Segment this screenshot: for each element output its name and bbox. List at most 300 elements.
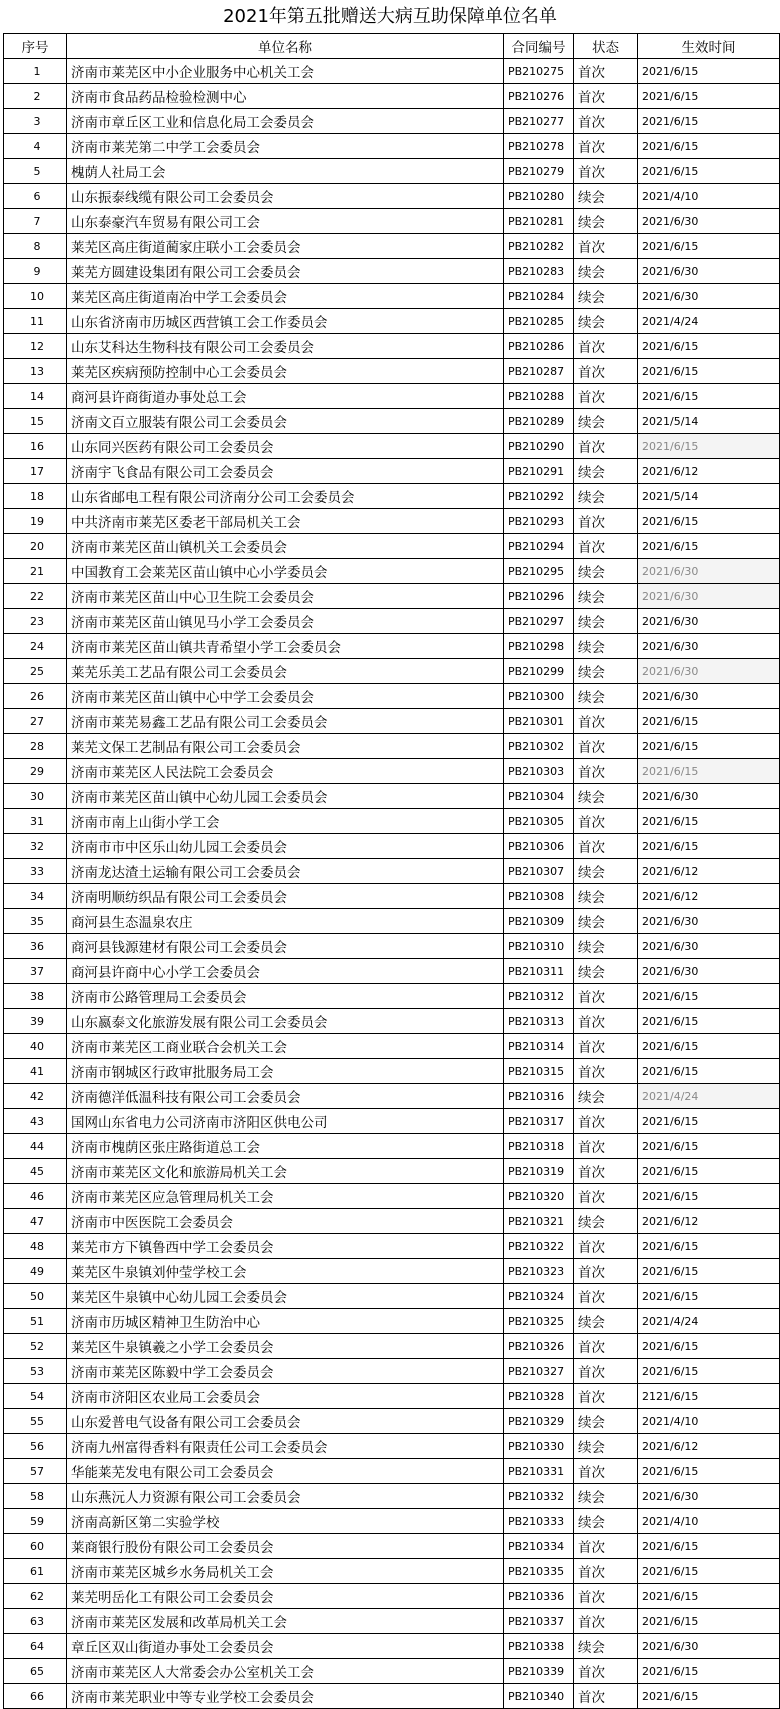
cell-contract-code: PB210335: [504, 1559, 574, 1584]
cell-no: 27: [4, 709, 67, 734]
cell-contract-code: PB210328: [504, 1384, 574, 1409]
table-row: [4, 1159, 780, 1184]
cell-unit-name: 山东振泰线缆有限公司工会委员会: [67, 184, 504, 209]
cell-effective-date: 2021/6/15: [638, 759, 780, 784]
cell-effective-date: 2021/6/15: [638, 84, 780, 109]
cell-contract-code: PB210297: [504, 609, 574, 634]
table-row: [4, 1384, 780, 1409]
table-row: [4, 109, 780, 134]
cell-no: 54: [4, 1384, 67, 1409]
cell-status: 续会: [574, 609, 638, 634]
cell-status: 首次: [574, 1159, 638, 1184]
cell-no: 39: [4, 1009, 67, 1034]
cell-effective-date: 2021/6/12: [638, 884, 780, 909]
cell-unit-name: 济南明顺纺织品有限公司工会委员会: [67, 884, 504, 909]
cell-effective-date: 2021/4/24: [638, 1084, 780, 1109]
cell-no: 11: [4, 309, 67, 334]
cell-effective-date: 2021/6/15: [638, 159, 780, 184]
cell-status: 首次: [574, 59, 638, 84]
table-row: [4, 284, 780, 309]
cell-no: 64: [4, 1634, 67, 1659]
cell-unit-name: 商河县生态温泉农庄: [67, 909, 504, 934]
cell-unit-name: 莱芜方圆建设集团有限公司工会委员会: [67, 259, 504, 284]
cell-no: 50: [4, 1284, 67, 1309]
cell-status: 首次: [574, 1034, 638, 1059]
table-row: [4, 1109, 780, 1134]
cell-no: 61: [4, 1559, 67, 1584]
cell-no: 43: [4, 1109, 67, 1134]
cell-no: 19: [4, 509, 67, 534]
cell-contract-code: PB210278: [504, 134, 574, 159]
cell-effective-date: 2021/4/10: [638, 1509, 780, 1534]
unit-list-table: [3, 33, 780, 1709]
cell-status: 续会: [574, 1409, 638, 1434]
cell-unit-name: 莱芜区牛泉镇羲之小学工会委员会: [67, 1334, 504, 1359]
cell-effective-date: 2021/6/30: [638, 934, 780, 959]
cell-unit-name: 商河县许商街道办事处总工会: [67, 384, 504, 409]
cell-unit-name: 济南市历城区精神卫生防治中心: [67, 1309, 504, 1334]
table-row: [4, 384, 780, 409]
cell-no: 57: [4, 1459, 67, 1484]
header-date: 生效时间: [638, 34, 780, 59]
cell-unit-name: 商河县许商中心小学工会委员会: [67, 959, 504, 984]
header-code: 合同编号: [504, 34, 574, 59]
cell-status: 首次: [574, 1584, 638, 1609]
cell-contract-code: PB210298: [504, 634, 574, 659]
cell-effective-date: 2021/6/15: [638, 834, 780, 859]
cell-contract-code: PB210314: [504, 1034, 574, 1059]
cell-status: 续会: [574, 409, 638, 434]
cell-status: 首次: [574, 234, 638, 259]
cell-unit-name: 济南市莱芜区苗山镇见马小学工会委员会: [67, 609, 504, 634]
cell-status: 首次: [574, 509, 638, 534]
cell-status: 首次: [574, 984, 638, 1009]
cell-effective-date: 2021/5/14: [638, 409, 780, 434]
cell-status: 首次: [574, 384, 638, 409]
cell-unit-name: 济南市食品药品检验检测中心: [67, 84, 504, 109]
cell-status: 首次: [574, 134, 638, 159]
cell-unit-name: 章丘区双山街道办事处工会委员会: [67, 1634, 504, 1659]
cell-status: 续会: [574, 1509, 638, 1534]
cell-unit-name: 济南市莱芜区苗山镇共青希望小学工会委员会: [67, 634, 504, 659]
cell-unit-name: 山东艾科达生物科技有限公司工会委员会: [67, 334, 504, 359]
cell-unit-name: 济南市济阳区农业局工会委员会: [67, 1384, 504, 1409]
cell-contract-code: PB210301: [504, 709, 574, 734]
cell-status: 续会: [574, 659, 638, 684]
table-row: [4, 484, 780, 509]
cell-unit-name: 莱芜区牛泉镇中心幼儿园工会委员会: [67, 1284, 504, 1309]
cell-status: 首次: [574, 709, 638, 734]
cell-unit-name: 山东爱普电气设备有限公司工会委员会: [67, 1409, 504, 1434]
cell-no: 9: [4, 259, 67, 284]
cell-status: 首次: [574, 1384, 638, 1409]
table-row: [4, 1209, 780, 1234]
cell-status: 首次: [574, 1459, 638, 1484]
cell-contract-code: PB210279: [504, 159, 574, 184]
cell-unit-name: 莱芜市方下镇鲁西中学工会委员会: [67, 1234, 504, 1259]
cell-no: 45: [4, 1159, 67, 1184]
table-row: [4, 84, 780, 109]
table-row: [4, 659, 780, 684]
cell-effective-date: 2021/6/15: [638, 709, 780, 734]
cell-status: 续会: [574, 1634, 638, 1659]
cell-unit-name: 莱芜区疾病预防控制中心工会委员会: [67, 359, 504, 384]
cell-unit-name: 济南高新区第二实验学校: [67, 1509, 504, 1534]
cell-contract-code: PB210327: [504, 1359, 574, 1384]
cell-status: 续会: [574, 959, 638, 984]
cell-unit-name: 中国教育工会莱芜区苗山镇中心小学委员会: [67, 559, 504, 584]
cell-no: 17: [4, 459, 67, 484]
cell-contract-code: PB210291: [504, 459, 574, 484]
cell-effective-date: 2021/6/15: [638, 134, 780, 159]
cell-effective-date: 2021/6/15: [638, 1359, 780, 1384]
cell-contract-code: PB210330: [504, 1434, 574, 1459]
cell-unit-name: 济南市中医医院工会委员会: [67, 1209, 504, 1234]
cell-status: 续会: [574, 1484, 638, 1509]
cell-unit-name: 济南市莱芜区应急管理局机关工会: [67, 1184, 504, 1209]
cell-unit-name: 莱芜明岳化工有限公司工会委员会: [67, 1584, 504, 1609]
cell-status: 续会: [574, 584, 638, 609]
cell-contract-code: PB210276: [504, 84, 574, 109]
table-body: [4, 59, 780, 1709]
cell-contract-code: PB210282: [504, 234, 574, 259]
cell-contract-code: PB210307: [504, 859, 574, 884]
table-row: [4, 434, 780, 459]
cell-status: 首次: [574, 84, 638, 109]
cell-status: 续会: [574, 1434, 638, 1459]
cell-effective-date: 2021/6/15: [638, 109, 780, 134]
cell-no: 29: [4, 759, 67, 784]
cell-contract-code: PB210313: [504, 1009, 574, 1034]
cell-no: 5: [4, 159, 67, 184]
cell-unit-name: 中共济南市莱芜区委老干部局机关工会: [67, 509, 504, 534]
table-row: [4, 1434, 780, 1459]
cell-no: 63: [4, 1609, 67, 1634]
cell-unit-name: 济南市市中区乐山幼儿园工会委员会: [67, 834, 504, 859]
table-row: [4, 159, 780, 184]
cell-contract-code: PB210337: [504, 1609, 574, 1634]
cell-status: 首次: [574, 1334, 638, 1359]
cell-effective-date: 2021/6/15: [638, 1334, 780, 1359]
cell-contract-code: PB210300: [504, 684, 574, 709]
cell-unit-name: 华能莱芜发电有限公司工会委员会: [67, 1459, 504, 1484]
cell-contract-code: PB210302: [504, 734, 574, 759]
cell-no: 31: [4, 809, 67, 834]
cell-unit-name: 济南市莱芜职业中等专业学校工会委员会: [67, 1684, 504, 1709]
cell-unit-name: 山东嬴泰文化旅游发展有限公司工会委员会: [67, 1009, 504, 1034]
cell-effective-date: 2021/6/15: [638, 1109, 780, 1134]
cell-no: 18: [4, 484, 67, 509]
cell-no: 22: [4, 584, 67, 609]
table-row: [4, 1509, 780, 1534]
cell-unit-name: 济南文百立服装有限公司工会委员会: [67, 409, 504, 434]
cell-contract-code: PB210339: [504, 1659, 574, 1684]
cell-contract-code: PB210316: [504, 1084, 574, 1109]
cell-effective-date: 2021/6/15: [638, 59, 780, 84]
cell-unit-name: 济南市南上山街小学工会: [67, 809, 504, 834]
cell-no: 23: [4, 609, 67, 634]
cell-status: 首次: [574, 809, 638, 834]
cell-no: 4: [4, 134, 67, 159]
cell-contract-code: PB210332: [504, 1484, 574, 1509]
cell-status: 首次: [574, 334, 638, 359]
cell-contract-code: PB210326: [504, 1334, 574, 1359]
cell-effective-date: 2021/6/15: [638, 984, 780, 1009]
cell-contract-code: PB210334: [504, 1534, 574, 1559]
cell-no: 42: [4, 1084, 67, 1109]
cell-contract-code: PB210321: [504, 1209, 574, 1234]
cell-no: 21: [4, 559, 67, 584]
table-row: [4, 1534, 780, 1559]
cell-unit-name: 济南九州富得香料有限责任公司工会委员会: [67, 1434, 504, 1459]
cell-effective-date: 2021/4/10: [638, 1409, 780, 1434]
cell-unit-name: 济南市莱芜区苗山镇机关工会委员会: [67, 534, 504, 559]
cell-status: 续会: [574, 784, 638, 809]
cell-status: 首次: [574, 1109, 638, 1134]
cell-contract-code: PB210333: [504, 1509, 574, 1534]
table-row: [4, 1409, 780, 1434]
table-row: [4, 1609, 780, 1634]
cell-effective-date: 2021/6/30: [638, 259, 780, 284]
cell-status: 续会: [574, 209, 638, 234]
cell-contract-code: PB210306: [504, 834, 574, 859]
table-row: [4, 1459, 780, 1484]
cell-contract-code: PB210322: [504, 1234, 574, 1259]
cell-contract-code: PB210329: [504, 1409, 574, 1434]
cell-no: 58: [4, 1484, 67, 1509]
cell-effective-date: 2021/6/15: [638, 1659, 780, 1684]
table-row: [4, 1484, 780, 1509]
cell-status: 续会: [574, 1309, 638, 1334]
table-row: [4, 734, 780, 759]
table-row: [4, 1234, 780, 1259]
cell-unit-name: 莱芜乐美工艺品有限公司工会委员会: [67, 659, 504, 684]
cell-no: 35: [4, 909, 67, 934]
cell-no: 34: [4, 884, 67, 909]
cell-no: 32: [4, 834, 67, 859]
cell-unit-name: 济南市槐荫区张庄路街道总工会: [67, 1134, 504, 1159]
cell-contract-code: PB210323: [504, 1259, 574, 1284]
cell-contract-code: PB210288: [504, 384, 574, 409]
cell-status: 首次: [574, 434, 638, 459]
cell-contract-code: PB210325: [504, 1309, 574, 1334]
cell-no: 12: [4, 334, 67, 359]
cell-status: 首次: [574, 1659, 638, 1684]
table-row: [4, 1684, 780, 1709]
cell-no: 53: [4, 1359, 67, 1384]
cell-status: 首次: [574, 109, 638, 134]
cell-effective-date: 2021/4/10: [638, 184, 780, 209]
cell-no: 59: [4, 1509, 67, 1534]
cell-effective-date: 2021/6/15: [638, 1684, 780, 1709]
cell-status: 首次: [574, 1609, 638, 1634]
cell-unit-name: 济南市莱芜第二中学工会委员会: [67, 134, 504, 159]
cell-status: 首次: [574, 1559, 638, 1584]
cell-effective-date: 2021/6/15: [638, 1284, 780, 1309]
cell-no: 56: [4, 1434, 67, 1459]
cell-contract-code: PB210311: [504, 959, 574, 984]
cell-status: 首次: [574, 534, 638, 559]
cell-effective-date: 2021/6/15: [638, 1159, 780, 1184]
cell-effective-date: 2021/6/15: [638, 1009, 780, 1034]
cell-no: 62: [4, 1584, 67, 1609]
cell-effective-date: 2021/6/30: [638, 909, 780, 934]
cell-no: 14: [4, 384, 67, 409]
cell-status: 首次: [574, 359, 638, 384]
table-row: [4, 459, 780, 484]
cell-unit-name: 莱芜区高庄街道蔺家庄联小工会委员会: [67, 234, 504, 259]
cell-contract-code: PB210295: [504, 559, 574, 584]
cell-unit-name: 济南市莱芜区苗山镇中心幼儿园工会委员会: [67, 784, 504, 809]
cell-status: 首次: [574, 1684, 638, 1709]
cell-contract-code: PB210303: [504, 759, 574, 784]
table-row: [4, 959, 780, 984]
cell-contract-code: PB210310: [504, 934, 574, 959]
cell-effective-date: 2021/6/30: [638, 1484, 780, 1509]
cell-status: 首次: [574, 159, 638, 184]
cell-unit-name: 济南市莱芜区发展和改革局机关工会: [67, 1609, 504, 1634]
header-row: [4, 34, 780, 59]
cell-contract-code: PB210292: [504, 484, 574, 509]
cell-unit-name: 槐荫人社局工会: [67, 159, 504, 184]
cell-no: 3: [4, 109, 67, 134]
cell-effective-date: 2021/6/30: [638, 659, 780, 684]
cell-effective-date: 2021/6/15: [638, 1459, 780, 1484]
cell-no: 28: [4, 734, 67, 759]
cell-contract-code: PB210286: [504, 334, 574, 359]
cell-effective-date: 2021/6/15: [638, 1234, 780, 1259]
cell-effective-date: 2021/6/12: [638, 859, 780, 884]
table-row: [4, 1034, 780, 1059]
cell-no: 33: [4, 859, 67, 884]
cell-status: 首次: [574, 734, 638, 759]
cell-effective-date: 2021/6/12: [638, 1209, 780, 1234]
cell-unit-name: 山东省济南市历城区西营镇工会工作委员会: [67, 309, 504, 334]
cell-effective-date: 2021/6/15: [638, 1534, 780, 1559]
cell-contract-code: PB210293: [504, 509, 574, 534]
table-row: [4, 684, 780, 709]
cell-no: 2: [4, 84, 67, 109]
cell-effective-date: 2021/6/30: [638, 684, 780, 709]
cell-status: 续会: [574, 284, 638, 309]
cell-effective-date: 2021/6/15: [638, 1184, 780, 1209]
cell-status: 首次: [574, 1059, 638, 1084]
table-row: [4, 834, 780, 859]
table-row: [4, 134, 780, 159]
table-row: [4, 984, 780, 1009]
cell-status: 续会: [574, 1209, 638, 1234]
cell-unit-name: 山东同兴医药有限公司工会委员会: [67, 434, 504, 459]
cell-contract-code: PB210324: [504, 1284, 574, 1309]
cell-effective-date: 2021/6/15: [638, 734, 780, 759]
cell-effective-date: 2021/6/15: [638, 1134, 780, 1159]
cell-no: 30: [4, 784, 67, 809]
cell-status: 续会: [574, 459, 638, 484]
cell-status: 首次: [574, 834, 638, 859]
cell-effective-date: 2021/6/15: [638, 509, 780, 534]
cell-effective-date: 2021/6/15: [638, 809, 780, 834]
cell-status: 续会: [574, 934, 638, 959]
cell-contract-code: PB210309: [504, 909, 574, 934]
cell-no: 44: [4, 1134, 67, 1159]
cell-unit-name: 商河县钱源建材有限公司工会委员会: [67, 934, 504, 959]
table-row: [4, 1009, 780, 1034]
header-name: 单位名称: [67, 34, 504, 59]
cell-contract-code: PB210305: [504, 809, 574, 834]
cell-contract-code: PB210285: [504, 309, 574, 334]
cell-no: 24: [4, 634, 67, 659]
cell-no: 16: [4, 434, 67, 459]
table-row: [4, 1559, 780, 1584]
cell-effective-date: 2021/6/12: [638, 459, 780, 484]
cell-no: 66: [4, 1684, 67, 1709]
cell-status: 续会: [574, 259, 638, 284]
cell-effective-date: 2021/6/15: [638, 1034, 780, 1059]
cell-contract-code: PB210312: [504, 984, 574, 1009]
cell-no: 25: [4, 659, 67, 684]
cell-contract-code: PB210331: [504, 1459, 574, 1484]
cell-no: 40: [4, 1034, 67, 1059]
cell-effective-date: 2021/6/15: [638, 1559, 780, 1584]
cell-no: 20: [4, 534, 67, 559]
table-row: [4, 1084, 780, 1109]
cell-status: 首次: [574, 1184, 638, 1209]
cell-effective-date: 2021/6/30: [638, 959, 780, 984]
cell-contract-code: PB210283: [504, 259, 574, 284]
cell-unit-name: 山东泰豪汽车贸易有限公司工会: [67, 209, 504, 234]
cell-no: 6: [4, 184, 67, 209]
cell-unit-name: 济南市莱芜区工商业联合会机关工会: [67, 1034, 504, 1059]
cell-no: 10: [4, 284, 67, 309]
cell-status: 首次: [574, 1234, 638, 1259]
table-row: [4, 784, 780, 809]
cell-no: 46: [4, 1184, 67, 1209]
cell-no: 1: [4, 59, 67, 84]
cell-unit-name: 济南市莱芜区城乡水务局机关工会: [67, 1559, 504, 1584]
cell-contract-code: PB210308: [504, 884, 574, 909]
cell-status: 续会: [574, 309, 638, 334]
cell-contract-code: PB210281: [504, 209, 574, 234]
cell-status: 续会: [574, 684, 638, 709]
cell-no: 49: [4, 1259, 67, 1284]
table-row: [4, 334, 780, 359]
cell-effective-date: 2021/6/15: [638, 234, 780, 259]
table-row: [4, 1309, 780, 1334]
cell-status: 续会: [574, 184, 638, 209]
cell-effective-date: 2021/6/30: [638, 559, 780, 584]
table-row: [4, 309, 780, 334]
cell-contract-code: PB210289: [504, 409, 574, 434]
table-row: [4, 1184, 780, 1209]
cell-effective-date: 2021/6/15: [638, 1584, 780, 1609]
cell-unit-name: 济南市莱芜区人民法院工会委员会: [67, 759, 504, 784]
cell-contract-code: PB210336: [504, 1584, 574, 1609]
cell-effective-date: 2021/5/14: [638, 484, 780, 509]
table-row: [4, 1059, 780, 1084]
cell-unit-name: 济南市莱芜区中小企业服务中心机关工会: [67, 59, 504, 84]
cell-unit-name: 山东省邮电工程有限公司济南分公司工会委员会: [67, 484, 504, 509]
cell-contract-code: PB210294: [504, 534, 574, 559]
cell-contract-code: PB210340: [504, 1684, 574, 1709]
table-row: [4, 709, 780, 734]
table-row: [4, 884, 780, 909]
cell-contract-code: PB210287: [504, 359, 574, 384]
cell-effective-date: 2021/6/15: [638, 534, 780, 559]
table-row: [4, 234, 780, 259]
cell-unit-name: 济南市莱芜易鑫工艺品有限公司工会委员会: [67, 709, 504, 734]
cell-status: 续会: [574, 634, 638, 659]
table-row: [4, 259, 780, 284]
